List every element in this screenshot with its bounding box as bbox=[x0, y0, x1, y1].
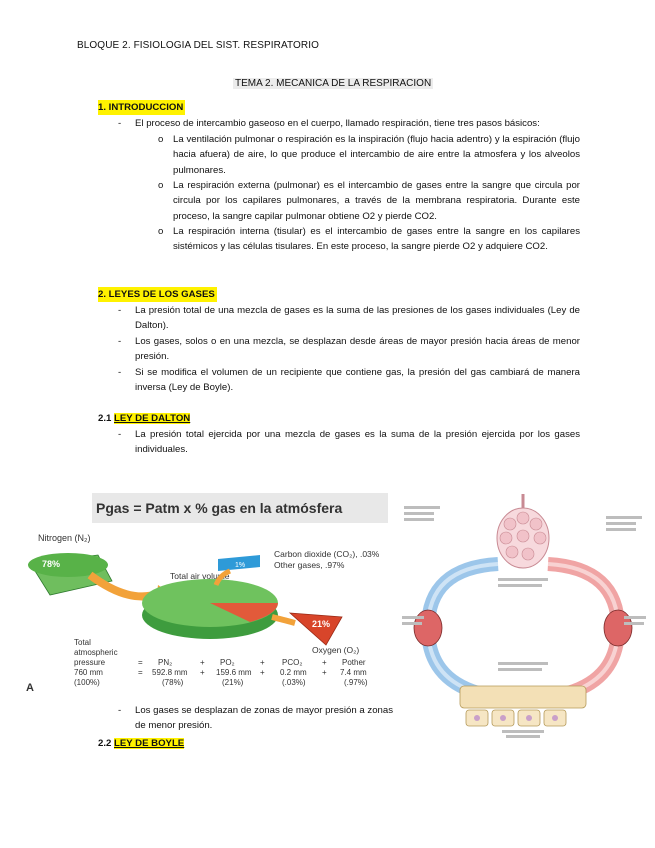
oxygen-slice bbox=[290, 613, 342, 645]
eq-value-other: 7.4 mm bbox=[340, 668, 367, 677]
total-air-label: Total air volume bbox=[170, 571, 230, 581]
section1-item-1: La ventilación pulmonar o respiración es la inspiración (flujo hacia adentro) y la espiración (flujo hacia afuera) de aire, lo que produce el intercambio de aire entre la atmosfera y los alveolos pulmonares. bbox=[173, 134, 580, 176]
bullet-dash: - bbox=[118, 705, 122, 716]
section21-heading bbox=[98, 411, 190, 426]
section21-title: LEY DE DALTON bbox=[114, 413, 191, 424]
section1-item-3: La respiración interna (tisular) es el intercambio de gases entre la sangre en los capilares sistémicos y las células tisulares. En este proceso, la sangre pierde O2 y adquiere CO2. bbox=[173, 226, 580, 253]
eq-term-co2: PCO₂ bbox=[282, 658, 303, 667]
row-label-5: (100%) bbox=[74, 678, 100, 687]
formula-banner: Pgas = Patm x % gas en la atmósfera bbox=[96, 500, 343, 516]
atmospheric-gas-figure bbox=[20, 485, 400, 697]
eq-value-co2: 0.2 mm bbox=[280, 668, 307, 677]
nitrogen-pct: 78% bbox=[42, 559, 61, 569]
eq-pct-co2: (.03%) bbox=[282, 678, 306, 687]
eq-plus: + bbox=[260, 658, 265, 667]
eq-pct-n2: (78%) bbox=[162, 678, 184, 687]
bullet-dash: - bbox=[118, 367, 122, 378]
eq-value-o2: 159.6 mm bbox=[216, 668, 252, 677]
co2-label: Carbon dioxide (CO₂), .03% bbox=[274, 549, 380, 559]
row-label-4: 760 mm bbox=[74, 668, 103, 677]
row-label-3: pressure bbox=[74, 658, 106, 667]
row-label-2: atmospheric bbox=[74, 648, 118, 657]
section1-heading: 1. INTRODUCCION bbox=[98, 100, 185, 115]
bullet-circle: o bbox=[158, 134, 164, 145]
section2-item-1: La presión total de una mezcla de gases es la suma de las presiones de los gases individuales (Ley de Dalton). bbox=[135, 305, 580, 332]
eq-term-other: Pother bbox=[342, 658, 366, 667]
bullet-circle: o bbox=[158, 180, 164, 191]
eq-equals: = bbox=[138, 658, 143, 667]
section22-number: 2.2 bbox=[98, 738, 112, 749]
eq-pct-other: (.97%) bbox=[344, 678, 368, 687]
document-header: BLOQUE 2. FISIOLOGIA DEL SIST. RESPIRATORIO bbox=[77, 40, 319, 51]
eq-equals-2: = bbox=[138, 668, 143, 677]
other-label: Other gases, .97% bbox=[274, 560, 345, 570]
eq-plus-3: + bbox=[260, 668, 265, 677]
heart-left bbox=[604, 610, 632, 646]
eq-term-o2: PO₂ bbox=[220, 658, 235, 667]
section1-item-2: La respiración externa (pulmonar) es el intercambio de gases entre la sangre que circula por circula por los capilares pulmonares, a través de la membrana respiratoria. Durante este proceso, la sangre capilar pulmonar obtiene O2 y pierde CO2. bbox=[173, 180, 580, 222]
eq-pct-o2: (21%) bbox=[222, 678, 244, 687]
bullet-dash: - bbox=[118, 118, 122, 129]
bullet-dash: - bbox=[118, 336, 122, 347]
nitrogen-slice-top bbox=[28, 553, 108, 577]
section1-intro: El proceso de intercambio gaseoso en el cuerpo, llamado respiración, tiene tres pasos básicos: bbox=[135, 118, 540, 129]
heart-right bbox=[414, 610, 442, 646]
section2-heading: 2. LEYES DE LOS GASES bbox=[98, 287, 217, 302]
section2-item-2: Los gases, solos o en una mezcla, se desplazan desde áreas de mayor presión hacia áreas de menor presión. bbox=[135, 336, 580, 363]
section22-title: LEY DE BOYLE bbox=[114, 738, 185, 749]
section21-item: La presión total ejercida por una mezcla de gases es la suma de la presión ejercida por los gases individuales. bbox=[135, 429, 580, 456]
small-pct: 1% bbox=[235, 562, 246, 569]
bullet-circle: o bbox=[158, 226, 164, 237]
bullet-dash: - bbox=[118, 305, 122, 316]
oxygen-pct: 21% bbox=[312, 619, 331, 629]
nitrogen-label: Nitrogen (N₂) bbox=[38, 533, 91, 543]
after-figure-item: Los gases se desplazan de zonas de mayor presión a zonas de menor presión. bbox=[135, 705, 393, 732]
section22-heading bbox=[98, 736, 184, 751]
respiration-cycle-figure bbox=[398, 488, 648, 738]
oxygen-arrow bbox=[272, 617, 295, 623]
figure-letter: A bbox=[26, 682, 34, 694]
eq-value-n2: 592.8 mm bbox=[152, 668, 188, 677]
oxygen-label: Oxygen (O₂) bbox=[312, 645, 360, 655]
topic-title: TEMA 2. MECANICA DE LA RESPIRACION bbox=[235, 78, 432, 89]
bullet-dash: - bbox=[118, 429, 122, 440]
eq-plus-2: + bbox=[200, 668, 205, 677]
section21-number: 2.1 bbox=[98, 413, 112, 424]
eq-plus-4: + bbox=[322, 668, 327, 677]
section2-item-3: Si se modifica el volumen de un recipiente que contiene gas, la presión del gas cambiará de manera inversa (Ley de Boyle). bbox=[135, 367, 580, 394]
eq-term-n2: PN₂ bbox=[158, 658, 173, 667]
eq-plus: + bbox=[322, 658, 327, 667]
tissue-capillaries bbox=[460, 686, 586, 708]
row-label-1: Total bbox=[74, 638, 91, 647]
eq-plus: + bbox=[200, 658, 205, 667]
